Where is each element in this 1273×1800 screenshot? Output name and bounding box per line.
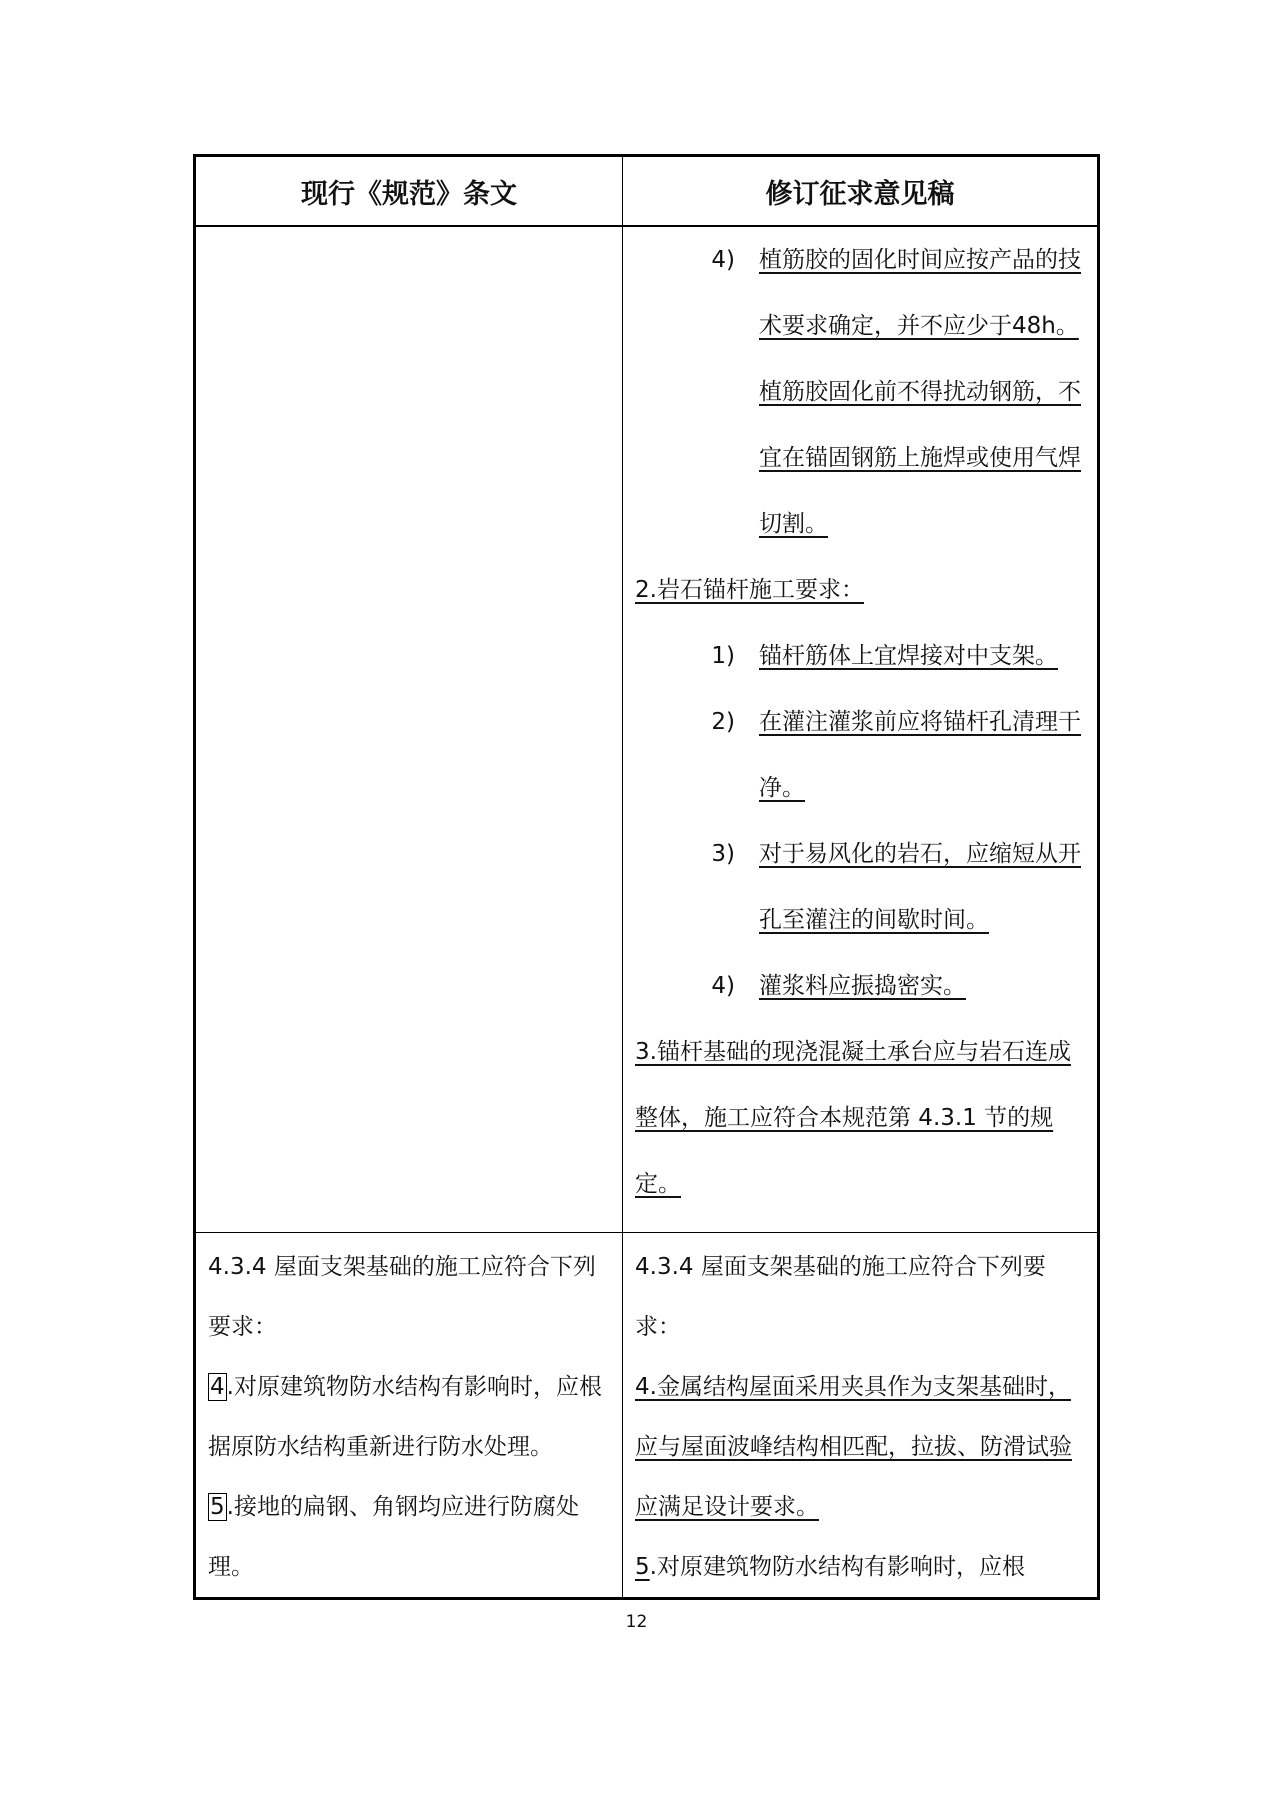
table-row — [195, 1233, 1099, 1599]
item-text: 锚杆筋体上宜焊接对中支架。 — [759, 643, 1058, 669]
page-number: 12 — [625, 1612, 648, 1632]
header-current-clause: 现行《规范》条文 — [195, 156, 623, 227]
list-item — [635, 623, 1085, 689]
header-revised-draft: 修订征求意见稿 — [623, 156, 1099, 227]
table-header-row — [195, 156, 1099, 227]
item-text: 植筋胶的固化时间应按产品的技术要求确定，并不应少于48h。植筋胶固化前不得扰动钢筋，不宜在锚固钢筋上施焊或使用气焊切割。 — [759, 247, 1081, 537]
item-number: 2) — [711, 709, 735, 735]
table-row — [195, 226, 1099, 1233]
item-number: 1) — [711, 643, 735, 669]
item-number: 3) — [711, 841, 735, 867]
paragraph-3: 3.锚杆基础的现浇混凝土承台应与岩石连成整体，施工应符合本规范第 4.3.1 节的规定。 — [635, 1039, 1071, 1197]
comparison-table — [193, 154, 1100, 1600]
current-cell-empty — [195, 226, 623, 1233]
clause-item-5 — [635, 1537, 1085, 1597]
revised-cell — [623, 1233, 1099, 1599]
item-number: 4) — [711, 247, 735, 273]
item-number: 4) — [711, 973, 735, 999]
item-text: 灌浆料应振捣密实。 — [759, 973, 966, 999]
list-item — [635, 821, 1085, 953]
list-item — [635, 689, 1085, 821]
revised-cell — [623, 226, 1099, 1233]
item-number-box: 4 — [210, 1374, 225, 1400]
item-text: .接地的扁钢、角钢均应进行防腐处理。 — [208, 1494, 579, 1580]
clause-item-4: 4.金属结构屋面采用夹具作为支架基础时，应与屋面波峰结构相匹配，拉拔、防滑试验应满足设计要求。 — [635, 1374, 1072, 1520]
item-text: .对原建筑物防水结构有影响时，应根 — [649, 1554, 1025, 1580]
item-number: 5 — [635, 1554, 650, 1580]
clause-item-5 — [208, 1477, 610, 1597]
item-text: .对原建筑物防水结构有影响时，应根据原防水结构重新进行防水处理。 — [208, 1374, 602, 1460]
item-text: 在灌注灌浆前应将锚杆孔清理干净。 — [759, 709, 1081, 801]
section-heading: 2.岩石锚杆施工要求： — [635, 577, 864, 603]
item-number-box: 5 — [210, 1494, 225, 1520]
item-text: 对于易风化的岩石，应缩短从开孔至灌注的间歇时间。 — [759, 841, 1081, 933]
clause-intro: 4.3.4 屋面支架基础的施工应符合下列要求： — [635, 1254, 1046, 1340]
clause-item-4 — [208, 1357, 610, 1477]
current-cell — [195, 1233, 623, 1599]
list-item — [635, 953, 1085, 1019]
list-item — [635, 227, 1085, 557]
clause-intro: 4.3.4 屋面支架基础的施工应符合下列要求： — [208, 1254, 596, 1340]
